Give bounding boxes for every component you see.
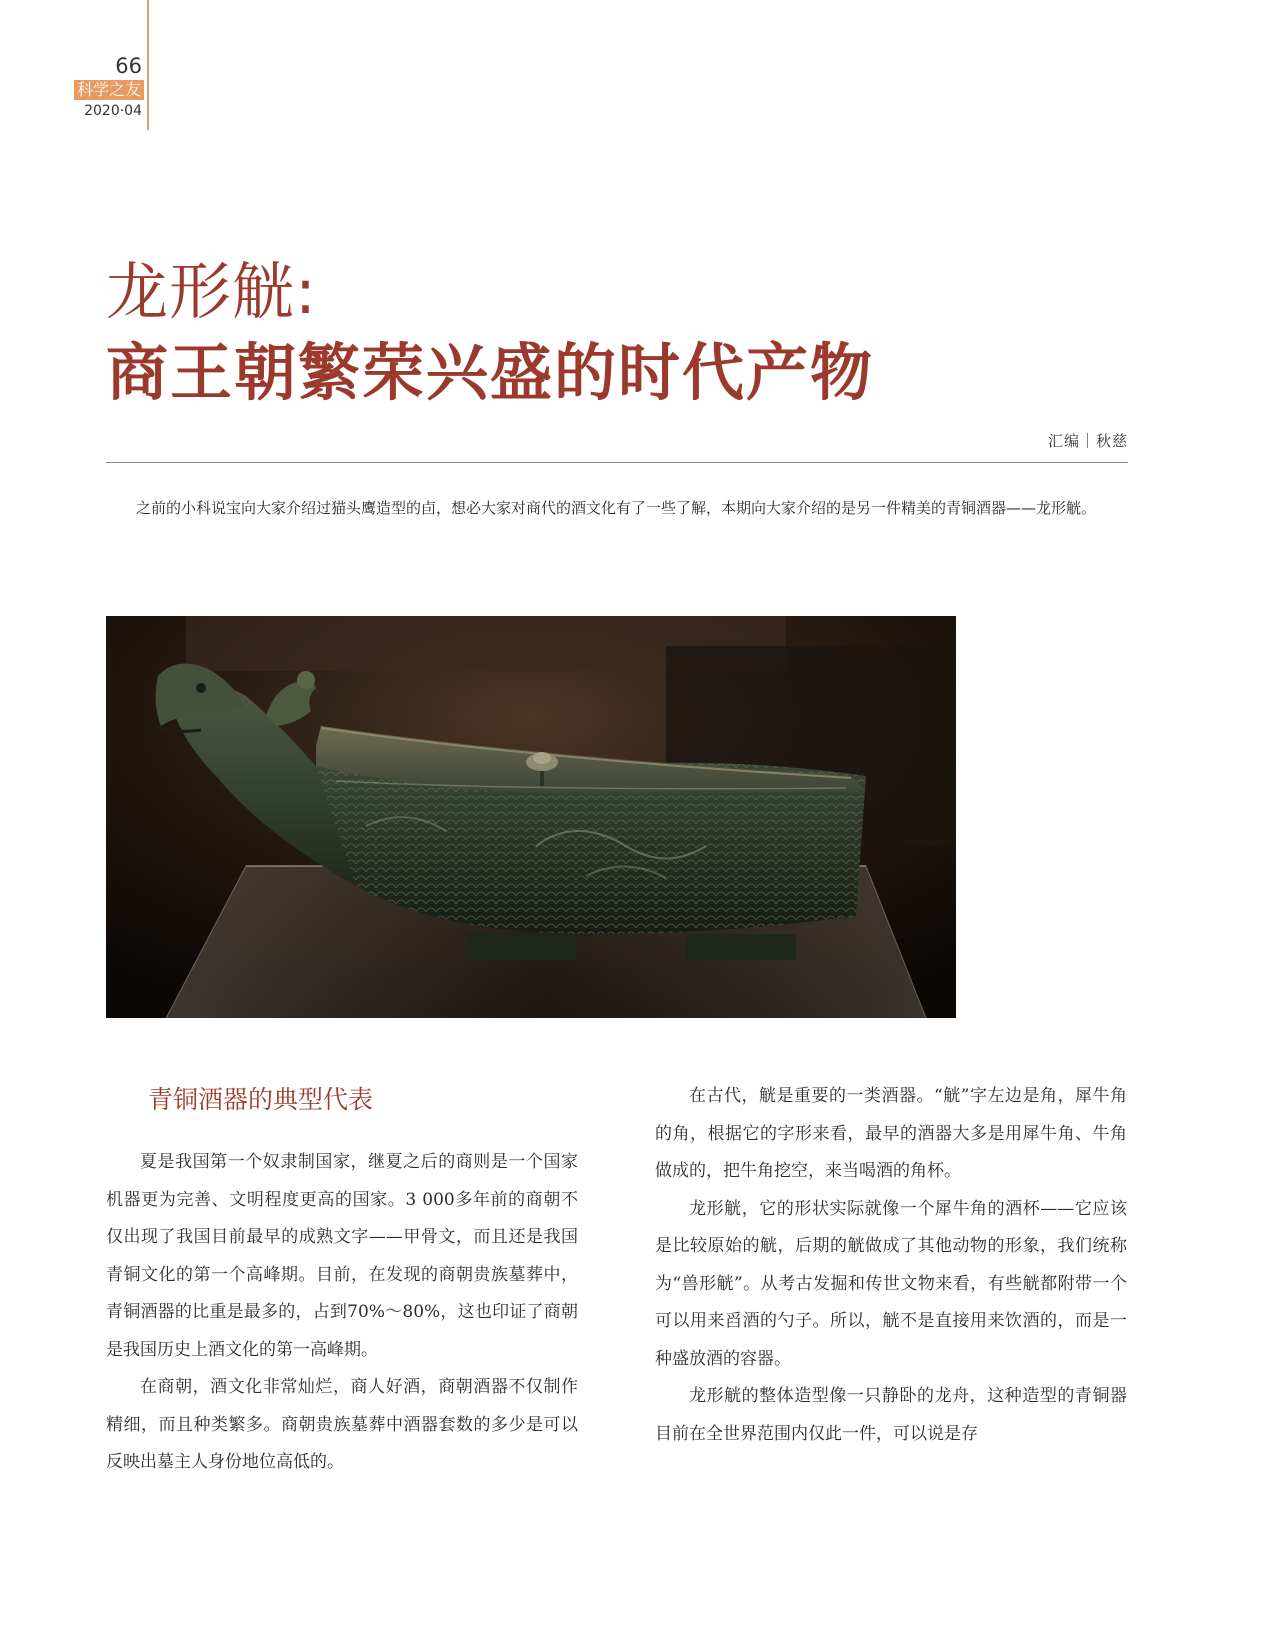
title-line-2: 商王朝繁荣兴盛的时代产物	[106, 336, 875, 409]
left-column	[106, 1078, 578, 1482]
artifact-photo	[106, 616, 956, 1018]
body-paragraph: 龙形觥，它的形状实际就像一个犀牛角的酒杯——它应该是比较原始的觥，后期的觥做成了其他动物的形象，我们统称为“兽形觥”。从考古发掘和传世文物来看，有些觥都附带一个可以用来舀酒的勺子。所以，觥不是直接用来饮酒的，而是一种盛放酒的容器。	[655, 1198, 1127, 1369]
article-title	[106, 252, 874, 414]
body-paragraph: 在古代，觥是重要的一类酒器。“觥”字左边是角，犀牛角的角，根据它的字形来看，最早的酒器大多是用犀牛角、牛角做成的，把牛角挖空，来当喝酒的角杯。	[655, 1086, 1127, 1181]
issue-date: 2020·04	[84, 103, 142, 119]
byline: 汇编｜秋慈	[1047, 432, 1128, 450]
page-number: 66	[115, 54, 142, 78]
right-column	[655, 1078, 1127, 1453]
title-line-1: 龙形觥:	[106, 255, 317, 328]
masthead	[64, 54, 144, 121]
title-divider	[106, 462, 1128, 463]
magazine-name: 科学之友	[74, 80, 144, 100]
masthead-divider	[147, 0, 149, 130]
intro-paragraph: 之前的小科说宝向大家介绍过猫头鹰造型的卣，想必大家对商代的酒文化有了一些了解，本期向大家介绍的是另一件精美的青铜酒器——龙形觥。	[136, 499, 1097, 517]
section-heading: 青铜酒器的典型代表	[148, 1085, 374, 1114]
body-paragraph: 在商朝，酒文化非常灿烂，商人好酒，商朝酒器不仅制作精细，而且种类繁多。商朝贵族墓葬中酒器套数的多少是可以反映出墓主人身份地位高低的。	[106, 1377, 578, 1472]
body-paragraph: 夏是我国第一个奴隶制国家，继夏之后的商则是一个国家机器更为完善、文明程度更高的国家。3 000多年前的商朝不仅出现了我国目前最早的成熟文字——甲骨文，而且还是我国青铜文化的第一个高峰期。目前，在发现的商朝贵族墓葬中，青铜酒器的比重是最多的，占到70%～80%，这也印证了商朝是我国历史上酒文化的第一高峰期。	[106, 1152, 578, 1360]
body-paragraph: 龙形觥的整体造型像一只静卧的龙舟，这种造型的青铜器目前在全世界范围内仅此一件，可以说是存	[655, 1386, 1127, 1444]
